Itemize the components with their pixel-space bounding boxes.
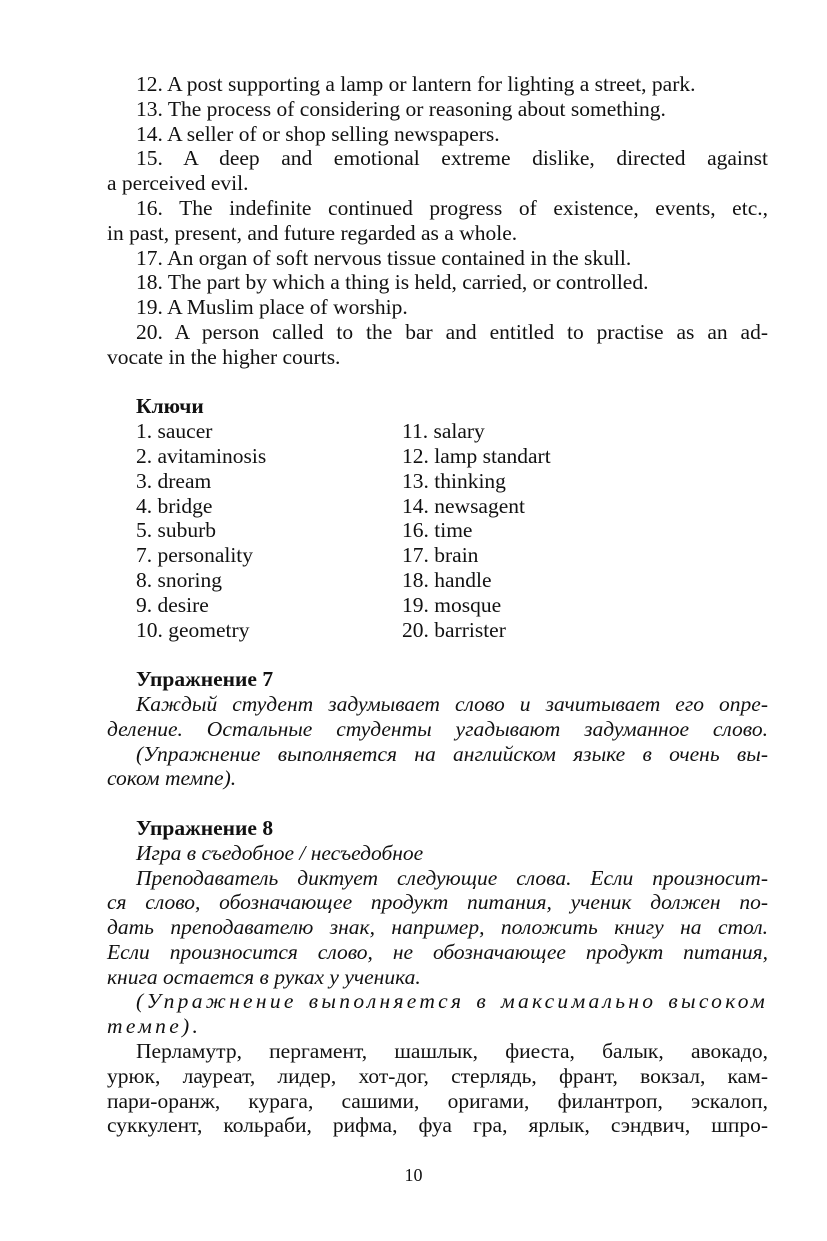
exercise-7-text: деление. Остальные студенты угадывают задуманное слово.: [107, 716, 768, 741]
exercise-7-heading: Упражнение 7: [136, 667, 274, 692]
key-item: 5. suburb: [136, 518, 217, 543]
exercise-8-heading: Упражнение 8: [136, 815, 274, 840]
spacer: [107, 791, 768, 816]
definition-12: 12. A post supporting a lamp or lantern for lighting a street, park.: [136, 72, 696, 96]
page-number: 10: [404, 1165, 423, 1185]
exercise-8-text: ся слово, обозначающее продукт питания, ученик должен по-: [107, 890, 768, 915]
definition-19: 19. A Muslim place of worship.: [136, 295, 408, 320]
exercise-8-note: темпе).: [107, 1014, 202, 1039]
exercise-8-text: книга остается в руках у ученика.: [107, 964, 421, 989]
key-item: 1. saucer: [136, 419, 213, 444]
key-item: 9. desire: [136, 592, 209, 617]
exercise-8-words: Перламутр, пергамент, шашлык, фиеста, балык, авокадо,: [136, 1039, 768, 1064]
key-item: 7. personality: [136, 543, 254, 568]
keys-column-left: [136, 419, 402, 642]
key-item: 13. thinking: [402, 468, 506, 493]
exercise-8-text: Преподаватель диктует следующие слова. Если произносит-: [136, 865, 768, 890]
definition-14: 14. A seller of or shop selling newspapers.: [136, 121, 500, 146]
key-item: 3. dream: [136, 468, 212, 493]
key-item: 2. avitaminosis: [136, 443, 267, 468]
exercise-7-note: (Упражнение выполняется на английском языке в очень вы-: [136, 741, 768, 766]
keys-list: [107, 419, 768, 642]
definition-15-line-1: 15. A deep and emotional extreme dislike, directed against: [136, 146, 768, 171]
key-item: 4. bridge: [136, 493, 213, 518]
key-item: 17. brain: [402, 543, 479, 568]
key-item: 18. handle: [402, 567, 492, 592]
definition-16-line-1: 16. The indefinite continued progress of existence, events, etc.,: [136, 195, 768, 220]
definition-13: 13. The process of considering or reasoning about something.: [136, 96, 666, 121]
exercise-8-note: (Упражнение выполняется в максимально высоком: [136, 989, 768, 1014]
key-item: 12. lamp standart: [402, 443, 551, 468]
definition-16-line-2: in past, present, and future regarded as a whole.: [107, 220, 518, 245]
page-content: [107, 72, 768, 1138]
keys-column-right: [402, 419, 768, 642]
spacer: [107, 642, 768, 667]
keys-heading: Ключи: [136, 394, 204, 419]
exercise-8-words: урюк, лауреат, лидер, хот-дог, стерлядь, франт, вокзал, кам-: [107, 1063, 768, 1088]
exercise-8-subtitle: Игра в съедобное / несъедобное: [136, 840, 424, 865]
key-item: 10. geometry: [136, 617, 250, 642]
exercise-8-words: пари-оранж, курага, сашими, оригами, филантроп, эскалоп,: [107, 1088, 768, 1113]
definition-15-line-2: a perceived evil.: [107, 171, 249, 196]
exercise-7-note: соком темпе).: [107, 766, 237, 791]
exercise-7-text: Каждый студент задумывает слово и зачитывает его опре-: [136, 691, 768, 716]
key-item: 20. barrister: [402, 617, 506, 642]
key-item: 19. mosque: [402, 592, 502, 617]
exercise-8-text: Если произносится слово, не обозначающее продукт питания,: [107, 939, 768, 964]
key-item: 8. snoring: [136, 567, 222, 592]
definition-18: 18. The part by which a thing is held, carried, or controlled.: [136, 270, 649, 295]
exercise-8-words: суккулент, кольраби, рифма, фуа гра, ярлык, сэндвич, шпро-: [107, 1113, 768, 1138]
definition-20-line-2: vocate in the higher courts.: [107, 344, 341, 369]
key-item: 11. salary: [402, 419, 485, 444]
key-item: 16. time: [402, 518, 473, 543]
definition-17: 17. An organ of soft nervous tissue contained in the skull.: [136, 245, 632, 270]
key-item: 14. newsagent: [402, 493, 525, 518]
spacer: [107, 370, 768, 395]
exercise-8-text: дать преподавателю знак, например, положить книгу на стол.: [107, 915, 768, 940]
definition-20-line-1: 20. A person called to the bar and entitled to practise as an ad-: [136, 319, 768, 344]
